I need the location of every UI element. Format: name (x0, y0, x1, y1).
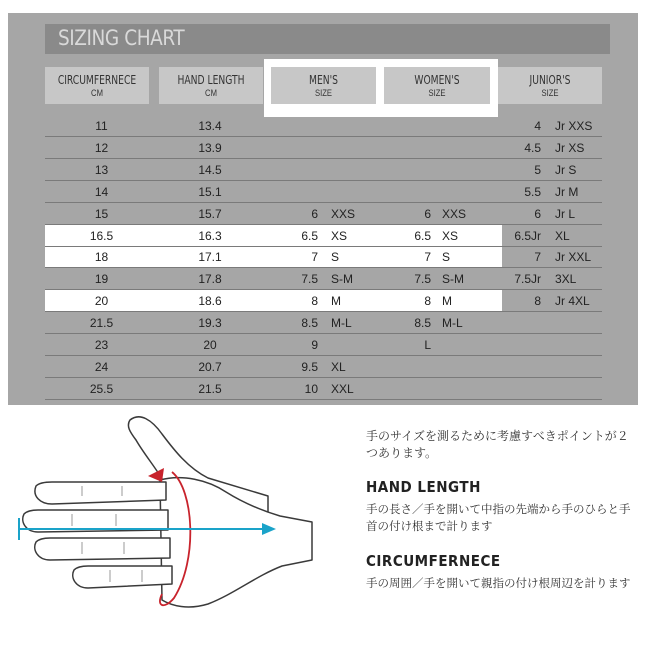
table-row (45, 246, 602, 268)
table-row (45, 225, 602, 247)
header-mens-size: MEN'S SIZE (271, 67, 376, 104)
table-cell-js: Jr 4XL (555, 294, 590, 309)
table-cell-hand: 14.5 (198, 162, 222, 177)
table-cell-circ: 14 (94, 184, 109, 199)
table-cell-ws: M-L (442, 316, 463, 331)
table-cell-mn: 7.5 (301, 272, 318, 287)
table-cell-circ: 16.5 (89, 228, 114, 243)
table-row (45, 378, 602, 400)
table-cell-ms: S-M (331, 272, 353, 287)
table-row (45, 290, 602, 312)
table-cell-ms: S (331, 250, 340, 265)
table-cell-mn: 10 (304, 381, 318, 396)
table-cell-hand: 21.5 (198, 381, 222, 396)
table-cell-hand: 17.1 (198, 250, 222, 265)
circumference-heading: CIRCUMFERNECE (366, 552, 501, 570)
table-cell-hand: 18.6 (198, 294, 222, 309)
hand-length-heading: HAND LENGTH (366, 478, 481, 496)
table-cell-circ: 25.5 (89, 381, 114, 396)
table-cell-hand: 19.3 (198, 316, 222, 331)
table-cell-circ: 18 (94, 250, 109, 265)
table-cell-jn: 7 (534, 250, 541, 265)
table-cell-ms: XS (331, 228, 348, 243)
table-cell-js: Jr L (555, 206, 576, 221)
table-cell-ms: M-L (331, 316, 352, 331)
row-divider (45, 399, 602, 400)
table-cell-js: Jr S (555, 162, 577, 177)
table-row (45, 159, 602, 181)
table-cell-hand: 16.3 (198, 228, 222, 243)
header-circumference: CIRCUMFERNECE CM (45, 67, 149, 104)
table-cell-mn: 6 (311, 206, 318, 221)
table-cell-ms: XXL (331, 381, 354, 396)
table-cell-hand: 20 (203, 338, 217, 352)
title-bar (45, 24, 610, 54)
table-cell-jn: 7.5Jr (514, 272, 541, 287)
table-cell-jn: 6.5Jr (514, 228, 541, 243)
table-cell-hand: 15.7 (198, 206, 222, 221)
table-cell-jn: 5 (534, 162, 541, 177)
table-cell-js: 3XL (555, 272, 577, 287)
hand-measurement-illustration (12, 410, 342, 625)
table-row (45, 115, 602, 137)
table-cell-js: Jr M (555, 184, 579, 199)
table-cell-mn: 9.5 (301, 359, 318, 374)
table-cell-wn: 6 (424, 206, 431, 221)
table-cell-circ: 12 (94, 140, 109, 155)
table-cell-mn: 8.5 (301, 316, 318, 331)
ring-finger-shape (35, 538, 170, 560)
index-finger-shape (35, 482, 166, 504)
table-cell-ws: XXS (442, 206, 467, 221)
table-row (45, 334, 602, 356)
table-cell-wn: 7 (424, 250, 431, 265)
header-juniors-size: JUNIOR'S SIZE (498, 67, 602, 104)
table-cell-mn: 8 (311, 294, 318, 309)
table-cell-jn: 8 (534, 294, 541, 309)
table-cell-wn: 8 (424, 294, 431, 309)
table-cell-circ: 15 (94, 206, 109, 221)
table-cell-mn: 6.5 (301, 228, 318, 243)
table-cell-ms: XL (331, 359, 346, 374)
header-hand-length: HAND LENGTH CM (159, 67, 263, 104)
table-row (45, 268, 602, 290)
table-cell-jn: 5.5 (524, 184, 541, 199)
table-row (45, 356, 602, 378)
table-cell-circ: 24 (94, 359, 109, 374)
table-cell-circ: 19 (94, 272, 109, 287)
table-cell-ws: XS (442, 228, 459, 243)
table-cell-js: Jr XXL (555, 250, 592, 265)
table-cell-ms: M (331, 294, 341, 309)
table-cell-circ: 11 (95, 119, 108, 133)
table-cell-wn: 7.5 (414, 272, 431, 287)
table-cell-jn: 6 (534, 206, 541, 221)
table-cell-circ: 23 (94, 338, 109, 352)
table-cell-hand: 13.9 (198, 140, 222, 155)
table-cell-mn: 7 (311, 250, 318, 265)
table-cell-js: Jr XXS (555, 119, 593, 133)
table-cell-circ: 13 (94, 162, 109, 177)
table-cell-wn: 8.5 (414, 316, 431, 331)
table-cell-hand: 17.8 (198, 272, 222, 287)
circumference-description: 手の周囲／手を開いて親指の付け根周辺を計ります (366, 578, 631, 590)
header-womens-size: WOMEN'S SIZE (384, 67, 490, 104)
table-cell-wn: L (424, 338, 431, 352)
table-cell-hand: 13.4 (198, 119, 222, 133)
table-cell-js: Jr XS (555, 140, 585, 155)
table-cell-ws: M (442, 294, 452, 309)
table-cell-jn: 4 (534, 119, 541, 133)
table-row (45, 181, 602, 203)
table-row (45, 137, 602, 159)
table-cell-ws: S (442, 250, 451, 265)
table-cell-js: XL (555, 228, 570, 243)
table-cell-circ: 20 (94, 294, 109, 309)
table-cell-wn: 6.5 (414, 228, 431, 243)
table-cell-ms: XXS (331, 206, 356, 221)
little-finger-shape (73, 566, 172, 588)
table-cell-mn: 9 (311, 338, 318, 352)
table-cell-circ: 21.5 (89, 316, 114, 331)
table-cell-jn: 4.5 (524, 140, 541, 155)
table-cell-hand: 20.7 (198, 359, 222, 374)
table-cell-hand: 15.1 (198, 184, 222, 199)
palm-shape (160, 478, 312, 607)
table-row (45, 203, 602, 225)
table-row (45, 312, 602, 334)
hand-length-description: 手の長さ／手を開いて中指の先端から手のひらと手首の付け根まで計ります (366, 504, 631, 533)
intro-text: 手のサイズを測るために考慮すべきポイントが２つあります。 (366, 429, 629, 460)
chart-title: SIZING CHART (58, 26, 185, 50)
table-cell-ws: S-M (442, 272, 464, 287)
